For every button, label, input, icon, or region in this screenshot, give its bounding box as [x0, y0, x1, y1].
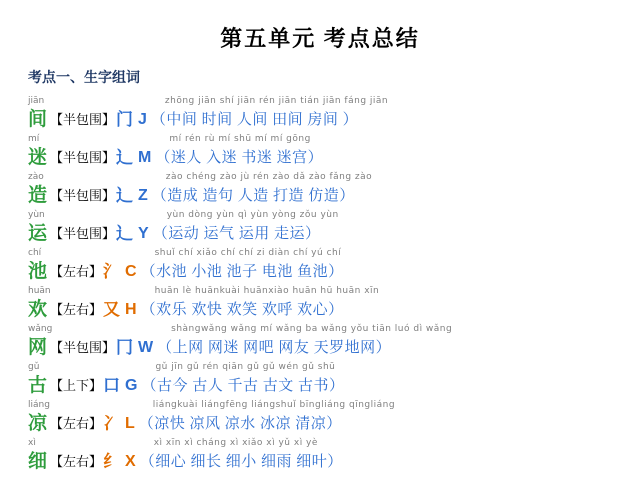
words-pinyin: shuǐ chí xiǎo chí chí zi diàn chí yú chí: [154, 248, 342, 258]
structure-label: 【半包围】: [50, 226, 116, 241]
list-item: [28, 131, 630, 169]
head-pinyin: xì: [28, 438, 36, 448]
head-character: 欢: [28, 299, 48, 320]
head-character-group: [28, 400, 50, 435]
words: （迷人 入迷 书迷 迷宫）: [155, 150, 324, 166]
list-item: [28, 245, 630, 283]
head-character-group: [28, 324, 53, 359]
words: （水池 小池 池子 电池 鱼池）: [140, 264, 344, 280]
head-character: 网: [28, 337, 48, 358]
head-character: 古: [28, 375, 48, 396]
words-group: [150, 96, 389, 131]
list-item: [28, 207, 630, 245]
head-character-group: [28, 248, 50, 283]
list-item: [28, 169, 630, 207]
radical: 辶: [116, 186, 134, 205]
words-group: [151, 172, 373, 207]
initial-letter: M: [138, 149, 152, 166]
head-pinyin: chí: [28, 248, 42, 258]
structure-label: 【左右】: [50, 302, 103, 317]
head-pinyin: liáng: [28, 400, 50, 410]
structure-label: 【半包围】: [50, 112, 116, 127]
words-group: [141, 362, 345, 397]
section-heading: 考点一、生字组词: [28, 69, 140, 85]
radical: 门: [116, 110, 134, 129]
character-list: [28, 93, 630, 473]
head-pinyin: mí: [28, 134, 40, 144]
radical: 辶: [116, 148, 134, 167]
radical: 冫: [103, 414, 121, 433]
head-character-group: [28, 362, 50, 397]
page-title: 第五单元 考点总结: [220, 26, 420, 51]
head-pinyin: yùn: [28, 210, 45, 220]
radical: 氵: [103, 262, 121, 281]
words-group: [152, 210, 339, 245]
head-pinyin: zào: [28, 172, 44, 182]
list-item: [28, 359, 630, 397]
structure-label: 【上下】: [50, 378, 103, 393]
list-item: [28, 93, 630, 131]
head-character-group: [28, 172, 50, 207]
words-group: [140, 248, 344, 283]
words-pinyin: gǔ jīn gǔ rén qiān gǔ gǔ wén gǔ shū: [155, 362, 336, 372]
words: （古今 古人 千古 古文 古书）: [141, 378, 345, 394]
structure-label: 【半包围】: [50, 188, 116, 203]
initial-letter: W: [138, 339, 154, 356]
initial-letter: G: [125, 377, 138, 394]
structure-label: 【半包围】: [50, 150, 116, 165]
head-pinyin: wǎng: [28, 324, 53, 334]
words-pinyin: zhōng jiān shí jiān rén jiān tián jiān fáng jiān: [164, 96, 389, 106]
words-pinyin: zào chéng zào jù rén zào dǎ zào fǎng zào: [165, 172, 373, 182]
words: （细心 细长 细小 细雨 细叶）: [139, 454, 343, 470]
list-item: [28, 435, 630, 473]
words-pinyin: huān lè huānkuài huānxiào huān hū huān xīn: [154, 286, 380, 296]
head-character: 凉: [28, 413, 48, 434]
head-character-group: [28, 134, 50, 169]
words: （造成 造句 人造 打造 仿造）: [151, 188, 355, 204]
words-pinyin: liángkuài liángfēng liángshuǐ bīngliáng qīngliáng: [152, 400, 396, 410]
words-group: [140, 286, 380, 321]
head-character: 间: [28, 109, 48, 130]
head-character: 迷: [28, 147, 48, 168]
radical: 辶: [116, 224, 134, 243]
radical: 冂: [116, 338, 134, 357]
initial-letter: L: [125, 415, 135, 432]
initial-letter: X: [125, 453, 136, 470]
head-character-group: [28, 96, 50, 131]
head-character-group: [28, 286, 51, 321]
head-character-group: [28, 438, 50, 473]
words-pinyin: yùn dòng yùn qì yùn yòng zǒu yùn: [166, 210, 339, 220]
head-pinyin: jiān: [28, 96, 45, 106]
words-group: [155, 134, 324, 169]
structure-label: 【左右】: [50, 264, 103, 279]
structure-label: 【左右】: [50, 416, 103, 431]
words: （凉快 凉风 凉水 冰凉 清凉）: [138, 416, 342, 432]
words-pinyin: xì xīn xì cháng xì xiǎo xì yǔ xì yè: [153, 438, 318, 448]
list-item: [28, 321, 630, 359]
list-item: [28, 283, 630, 321]
head-character: 细: [28, 451, 48, 472]
words: （欢乐 欢快 欢笑 欢呼 欢心）: [140, 302, 344, 318]
radical: 口: [103, 376, 121, 395]
words-pinyin: shàngwǎng wǎng mí wǎng ba wǎng yǒu tiān luó dì wǎng: [171, 324, 453, 334]
list-item: [28, 397, 630, 435]
head-character-group: [28, 210, 50, 245]
initial-letter: C: [125, 263, 137, 280]
words-group: [138, 400, 396, 435]
words-group: [139, 438, 343, 473]
initial-letter: H: [125, 301, 137, 318]
words: （上网 网迷 网吧 网友 天罗地网）: [157, 340, 392, 356]
words-group: [157, 324, 453, 359]
structure-label: 【左右】: [50, 454, 103, 469]
words: （运动 运气 运用 走运）: [152, 226, 321, 242]
radical: 又: [103, 300, 121, 319]
initial-letter: J: [138, 111, 147, 128]
words-pinyin: mí rén rù mí shū mí mí gōng: [169, 134, 311, 144]
radical: 纟: [103, 452, 121, 471]
initial-letter: Z: [138, 187, 148, 204]
words: （中间 时间 人间 田间 房间 ）: [150, 112, 359, 128]
initial-letter: Y: [138, 225, 149, 242]
head-character: 池: [28, 261, 48, 282]
document-page: [0, 22, 640, 502]
head-character: 造: [28, 185, 48, 206]
structure-label: 【半包围】: [50, 340, 116, 355]
head-character: 运: [28, 223, 48, 244]
head-pinyin: gǔ: [28, 362, 40, 372]
head-pinyin: huān: [28, 286, 51, 296]
